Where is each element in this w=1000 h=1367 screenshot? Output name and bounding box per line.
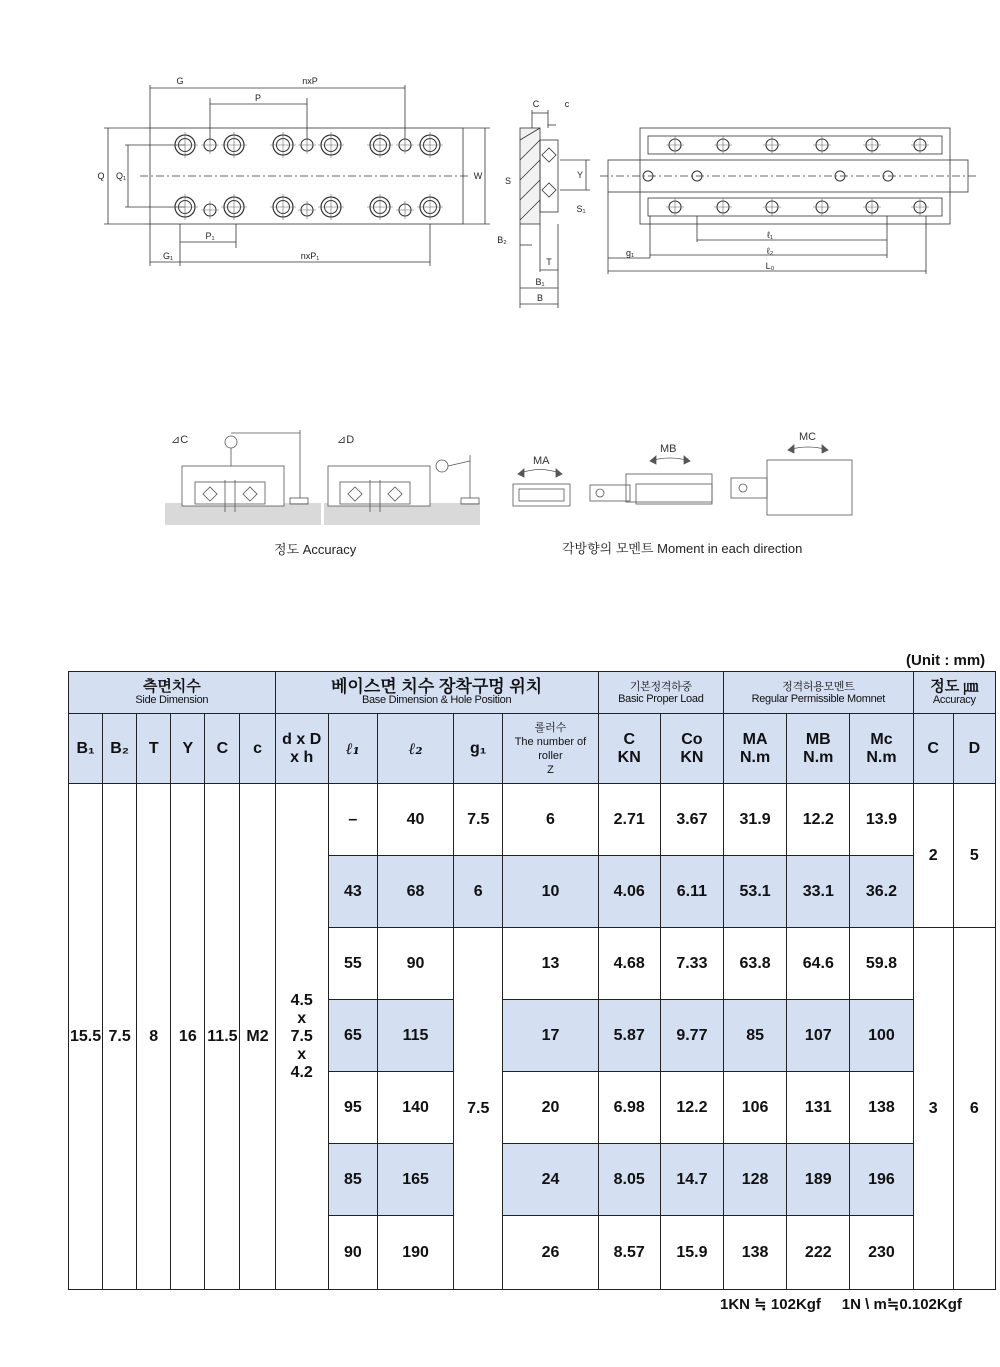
dim-Q: Q xyxy=(97,171,105,181)
unit-conversion-note: 1KN ≒ 102Kgf 1N \ m≒0.102Kgf xyxy=(720,1296,962,1313)
table-row xyxy=(69,784,996,856)
col-C: C xyxy=(205,714,240,784)
dim-nxP1: nxP₁ xyxy=(300,251,320,261)
cell-c-kn: 8.57 xyxy=(598,1216,660,1290)
cell-ma: 138 xyxy=(724,1216,787,1290)
cell-l1: 43 xyxy=(328,856,377,928)
cell-acc-d: 5 xyxy=(953,784,995,928)
technical-drawing xyxy=(0,60,1000,320)
cell-acc-c: 2 xyxy=(913,784,953,928)
cell-z: 20 xyxy=(503,1072,598,1144)
cell-co-kn: 14.7 xyxy=(660,1144,723,1216)
group-load: 기본정격하중 Basic Proper Load xyxy=(598,672,723,714)
dim-W: W xyxy=(473,171,483,181)
cell-c-kn: 4.06 xyxy=(598,856,660,928)
cell-l2: 140 xyxy=(377,1072,453,1144)
moment-mb-label: MB xyxy=(660,443,677,455)
cell-ma: 128 xyxy=(724,1144,787,1216)
cell-mc: 13.9 xyxy=(850,784,913,856)
cell-l1: 95 xyxy=(328,1072,377,1144)
dim-g1: g₁ xyxy=(625,248,635,258)
dim-P: P xyxy=(254,93,262,103)
accuracy-moment-illustrations xyxy=(0,425,1000,535)
dim-S: S xyxy=(504,176,512,186)
cell-l2: 115 xyxy=(377,1000,453,1072)
col-C-kn: C KN xyxy=(598,714,660,784)
dim-c-side: c xyxy=(564,99,570,109)
cell-mb: 189 xyxy=(787,1144,850,1216)
dim-l1: ℓ₁ xyxy=(767,230,773,240)
cell-c: M2 xyxy=(240,784,275,1290)
cell-mc: 196 xyxy=(850,1144,913,1216)
dim-S1: S₁ xyxy=(576,204,586,214)
cell-ma: 63.8 xyxy=(724,928,787,1000)
col-B2: B₂ xyxy=(103,714,137,784)
dim-l2: ℓ₂ xyxy=(766,246,774,256)
dim-nxP: nxP xyxy=(302,76,318,86)
unit-label: (Unit : mm) xyxy=(906,652,986,669)
cell-acc-c: 3 xyxy=(913,928,953,1290)
moment-ma-label: MA xyxy=(533,455,550,467)
dim-Q1: Q₁ xyxy=(115,171,127,181)
col-B1: B₁ xyxy=(69,714,103,784)
cell-mb: 12.2 xyxy=(787,784,850,856)
cell-B1: 15.5 xyxy=(69,784,103,1290)
col-l1: ℓ₁ xyxy=(328,714,377,784)
cell-z: 17 xyxy=(503,1000,598,1072)
col-Co-kn: Co KN xyxy=(660,714,723,784)
cell-ma: 85 xyxy=(724,1000,787,1072)
col-MB: MB N.m xyxy=(787,714,850,784)
cell-B2: 7.5 xyxy=(103,784,137,1290)
group-base: 베이스면 치수 장착구멍 위치 Base Dimension & Hole Position xyxy=(275,672,598,714)
col-MA: MA N.m xyxy=(724,714,787,784)
cell-z: 13 xyxy=(503,928,598,1000)
cell-Y: 16 xyxy=(171,784,205,1290)
cell-co-kn: 7.33 xyxy=(660,928,723,1000)
cell-z: 10 xyxy=(503,856,598,928)
cell-l1: 85 xyxy=(328,1144,377,1216)
cell-z: 6 xyxy=(503,784,598,856)
cell-co-kn: 9.77 xyxy=(660,1000,723,1072)
cell-ma: 31.9 xyxy=(724,784,787,856)
cell-l2: 90 xyxy=(377,928,453,1000)
group-moment: 정격허용모멘트 Regular Permissible Momnet xyxy=(724,672,914,714)
accuracy-caption: 정도 Accuracy xyxy=(274,542,357,557)
dim-Y: Y xyxy=(576,170,584,180)
col-g1: g₁ xyxy=(454,714,503,784)
col-acc-C: C xyxy=(913,714,953,784)
cell-acc-d: 6 xyxy=(953,928,995,1290)
cell-z: 24 xyxy=(503,1144,598,1216)
cell-ma: 106 xyxy=(724,1072,787,1144)
cell-mb: 64.6 xyxy=(787,928,850,1000)
accuracy-c-label: ⊿C xyxy=(171,434,189,446)
dim-B2: B₂ xyxy=(497,235,507,245)
col-acc-D: D xyxy=(953,714,995,784)
cell-mb: 222 xyxy=(787,1216,850,1290)
cell-l2: 190 xyxy=(377,1216,453,1290)
cell-c-kn: 2.71 xyxy=(598,784,660,856)
cell-mc: 36.2 xyxy=(850,856,913,928)
group-accuracy: 정도 ㎛ Accuracy xyxy=(913,672,995,714)
cell-ma: 53.1 xyxy=(724,856,787,928)
col-T: T xyxy=(137,714,171,784)
dim-B1: B₁ xyxy=(535,277,545,287)
cell-mb: 33.1 xyxy=(787,856,850,928)
cell-co-kn: 3.67 xyxy=(660,784,723,856)
cell-C: 11.5 xyxy=(205,784,240,1290)
cell-g1: 7.5 xyxy=(454,928,503,1290)
cell-mc: 230 xyxy=(850,1216,913,1290)
cell-c-kn: 4.68 xyxy=(598,928,660,1000)
dim-T: T xyxy=(546,257,552,267)
cell-l2: 68 xyxy=(377,856,453,928)
cell-l2: 165 xyxy=(377,1144,453,1216)
cell-mc: 138 xyxy=(850,1072,913,1144)
col-l2: ℓ₂ xyxy=(377,714,453,784)
spec-table xyxy=(68,671,996,1290)
cell-dxD: 4.5 x 7.5 x 4.2 xyxy=(275,784,328,1290)
cell-z: 26 xyxy=(503,1216,598,1290)
cell-l1: – xyxy=(328,784,377,856)
group-side: 측면치수 Side Dimension xyxy=(69,672,276,714)
moment-mc-label: MC xyxy=(799,431,817,443)
dim-G1: G₁ xyxy=(162,251,174,261)
col-roller: 롤러수 The number of roller Z xyxy=(503,714,598,784)
col-c: c xyxy=(240,714,275,784)
cell-mc: 59.8 xyxy=(850,928,913,1000)
cell-mb: 131 xyxy=(787,1072,850,1144)
cell-co-kn: 15.9 xyxy=(660,1216,723,1290)
dim-C-side: C xyxy=(532,99,540,109)
cell-co-kn: 6.11 xyxy=(660,856,723,928)
cell-c-kn: 5.87 xyxy=(598,1000,660,1072)
dim-G: G xyxy=(176,76,184,86)
cell-l1: 90 xyxy=(328,1216,377,1290)
cell-T: 8 xyxy=(137,784,171,1290)
col-dxD: d x D x h xyxy=(275,714,328,784)
cell-l1: 65 xyxy=(328,1000,377,1072)
cell-c-kn: 8.05 xyxy=(598,1144,660,1216)
dim-L0: L₀ xyxy=(765,261,775,271)
dim-B: B xyxy=(536,293,544,303)
cell-l2: 40 xyxy=(377,784,453,856)
moment-caption: 각방향의 모멘트 Moment in each direction xyxy=(562,541,803,556)
cell-mc: 100 xyxy=(850,1000,913,1072)
cell-mb: 107 xyxy=(787,1000,850,1072)
col-Mc: Mc N.m xyxy=(850,714,913,784)
cell-c-kn: 6.98 xyxy=(598,1072,660,1144)
col-Y: Y xyxy=(171,714,205,784)
dim-P1: P₁ xyxy=(205,231,215,241)
cell-g1: 7.5 xyxy=(454,784,503,856)
accuracy-d-label: ⊿D xyxy=(337,434,355,446)
cell-g1: 6 xyxy=(454,856,503,928)
cell-co-kn: 12.2 xyxy=(660,1072,723,1144)
cell-l1: 55 xyxy=(328,928,377,1000)
